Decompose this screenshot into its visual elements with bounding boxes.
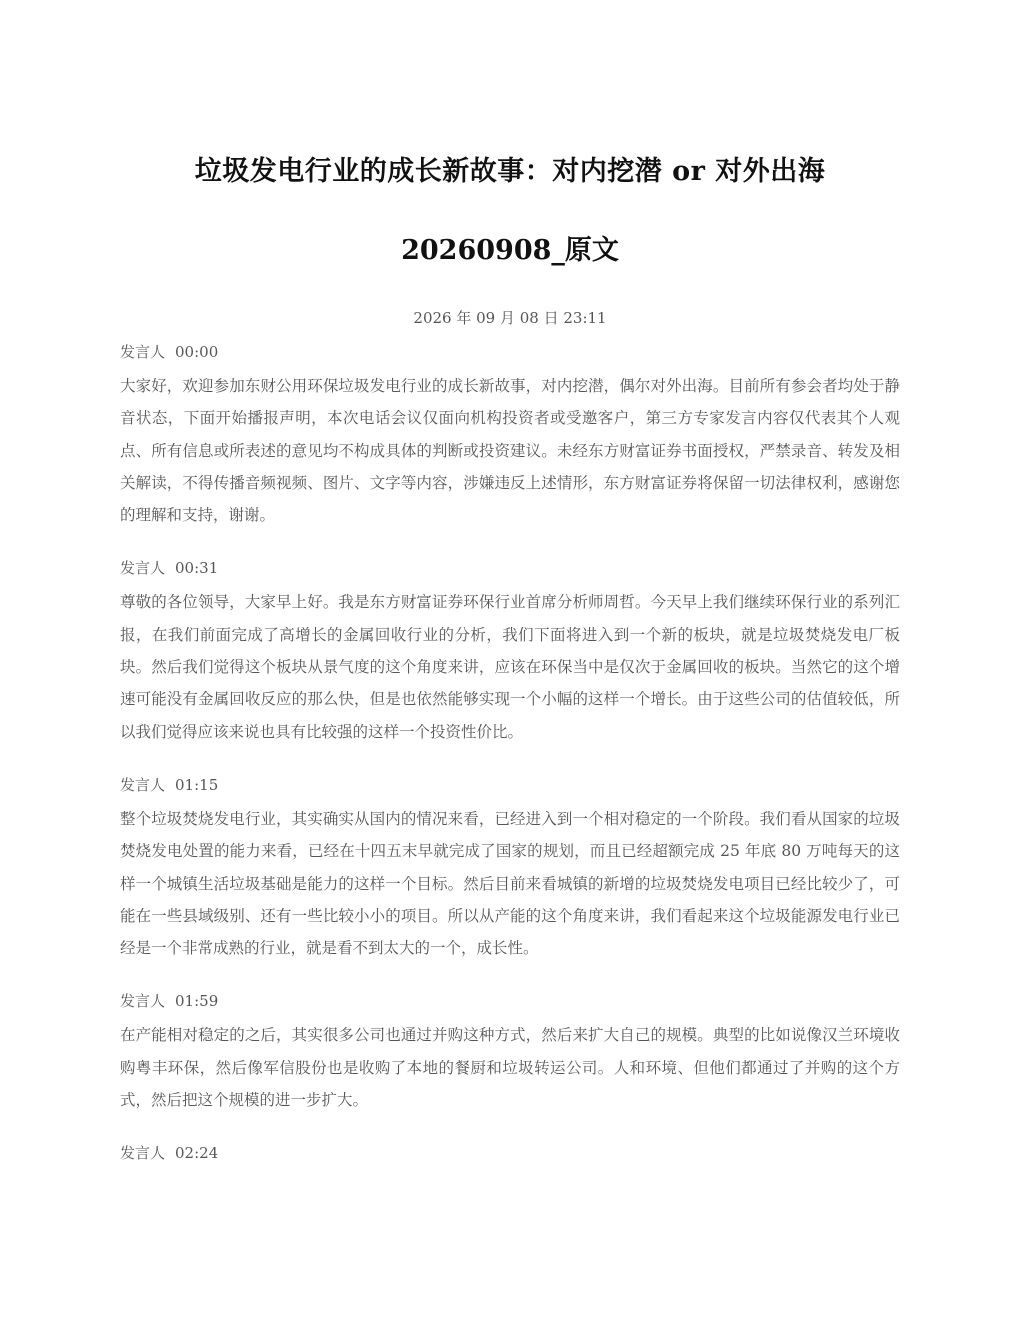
speaker-label: 发言人	[120, 559, 166, 578]
transcript-block	[120, 1141, 900, 1165]
transcript-paragraph: 尊敬的各位领导，大家早上好。我是东方财富证券环保行业首席分析师周哲。今天早上我们继续环保行业的系列汇报，在我们前面完成了高增长的金属回收行业的分析，我们下面将进入到一个新的板块，就是垃圾焚烧发电厂板块。然后我们觉得这个板块从景气度的这个角度来讲，应该在环保当中是仅次于金属回收的板块。当然它的这个增速可能没有金属回收反应的那么快，但是也依然能够实现一个小幅的这样一个增长。由于这些公司的估值较低，所以我们觉得应该来说也具有比较强的这样一个投资性价比。	[120, 593, 900, 741]
timestamp: 00:31	[175, 559, 219, 578]
document-date: 2026 年 09 月 08 日 23:11	[413, 309, 607, 327]
transcript-block	[120, 773, 900, 964]
transcript-paragraph: 在产能相对稳定的之后，其实很多公司也通过并购这种方式，然后来扩大自己的规模。典型的比如说像汉兰环境收购粤丰环保，然后像军信股份也是收购了本地的餐厨和垃圾转运公司。人和环境、但他们都通过了并购的这个方式，然后把这个规模的进一步扩大。	[120, 1026, 900, 1110]
transcript-paragraph: 整个垃圾焚烧发电行业，其实确实从国内的情况来看，已经进入到一个相对稳定的一个阶段。我们看从国家的垃圾焚烧发电处置的能力来看，已经在十四五末早就完成了国家的规划，而且已经超额完成 25 年底 80 万吨每天的这样一个城镇生活垃圾基础是能力的这样一个目标。然后目前来看城镇的新增的垃圾焚烧发电项目已经比较少了，可能在一些县域级别、还有一些比较小小的项目。所以从产能的这个角度来讲，我们看起来这个垃圾能源发电行业已经是一个非常成熟的行业，就是看不到太大的一个，成长性。	[120, 809, 900, 958]
transcript-content	[120, 340, 900, 1190]
speaker-line	[120, 1141, 900, 1165]
speaker-line	[120, 773, 900, 797]
speaker-label: 发言人	[120, 343, 166, 361]
transcript-block	[120, 340, 900, 531]
speaker-line	[120, 556, 900, 580]
transcript-paragraph: 大家好，欢迎参加东财公用环保垃圾发电行业的成长新故事，对内挖潜，偶尔对外出海。目前所有参会者均处于静音状态，下面开始播报声明，本次电话会议仅面向机构投资者或受邀客户，第三方专家发言内容仅代表其个人观点、所有信息或所表述的意见均不构成具体的判断或投资建议。未经东方财富证券书面授权，严禁录音、转发及相关解读，不得传播音频视频、图片、文字等内容，涉嫌违反上述情形，东方财富证券将保留一切法律权利，感谢您的理解和支持，谢谢。	[120, 377, 900, 525]
document-title-line2: 20260908_原文	[401, 235, 619, 266]
timestamp: 01:15	[175, 775, 219, 794]
speaker-line	[120, 340, 900, 364]
speaker-label: 发言人	[120, 992, 166, 1011]
timestamp: 01:59	[175, 992, 219, 1011]
timestamp: 02:24	[175, 1144, 219, 1163]
transcript-block	[120, 989, 900, 1116]
speaker-line	[120, 989, 900, 1013]
speaker-label: 发言人	[120, 775, 166, 794]
transcript-block	[120, 556, 900, 747]
speaker-label: 发言人	[120, 1144, 166, 1163]
document-title-line1: 垃圾发电行业的成长新故事：对内挖潜 or 对外出海	[194, 156, 826, 187]
timestamp: 00:00	[175, 343, 219, 361]
